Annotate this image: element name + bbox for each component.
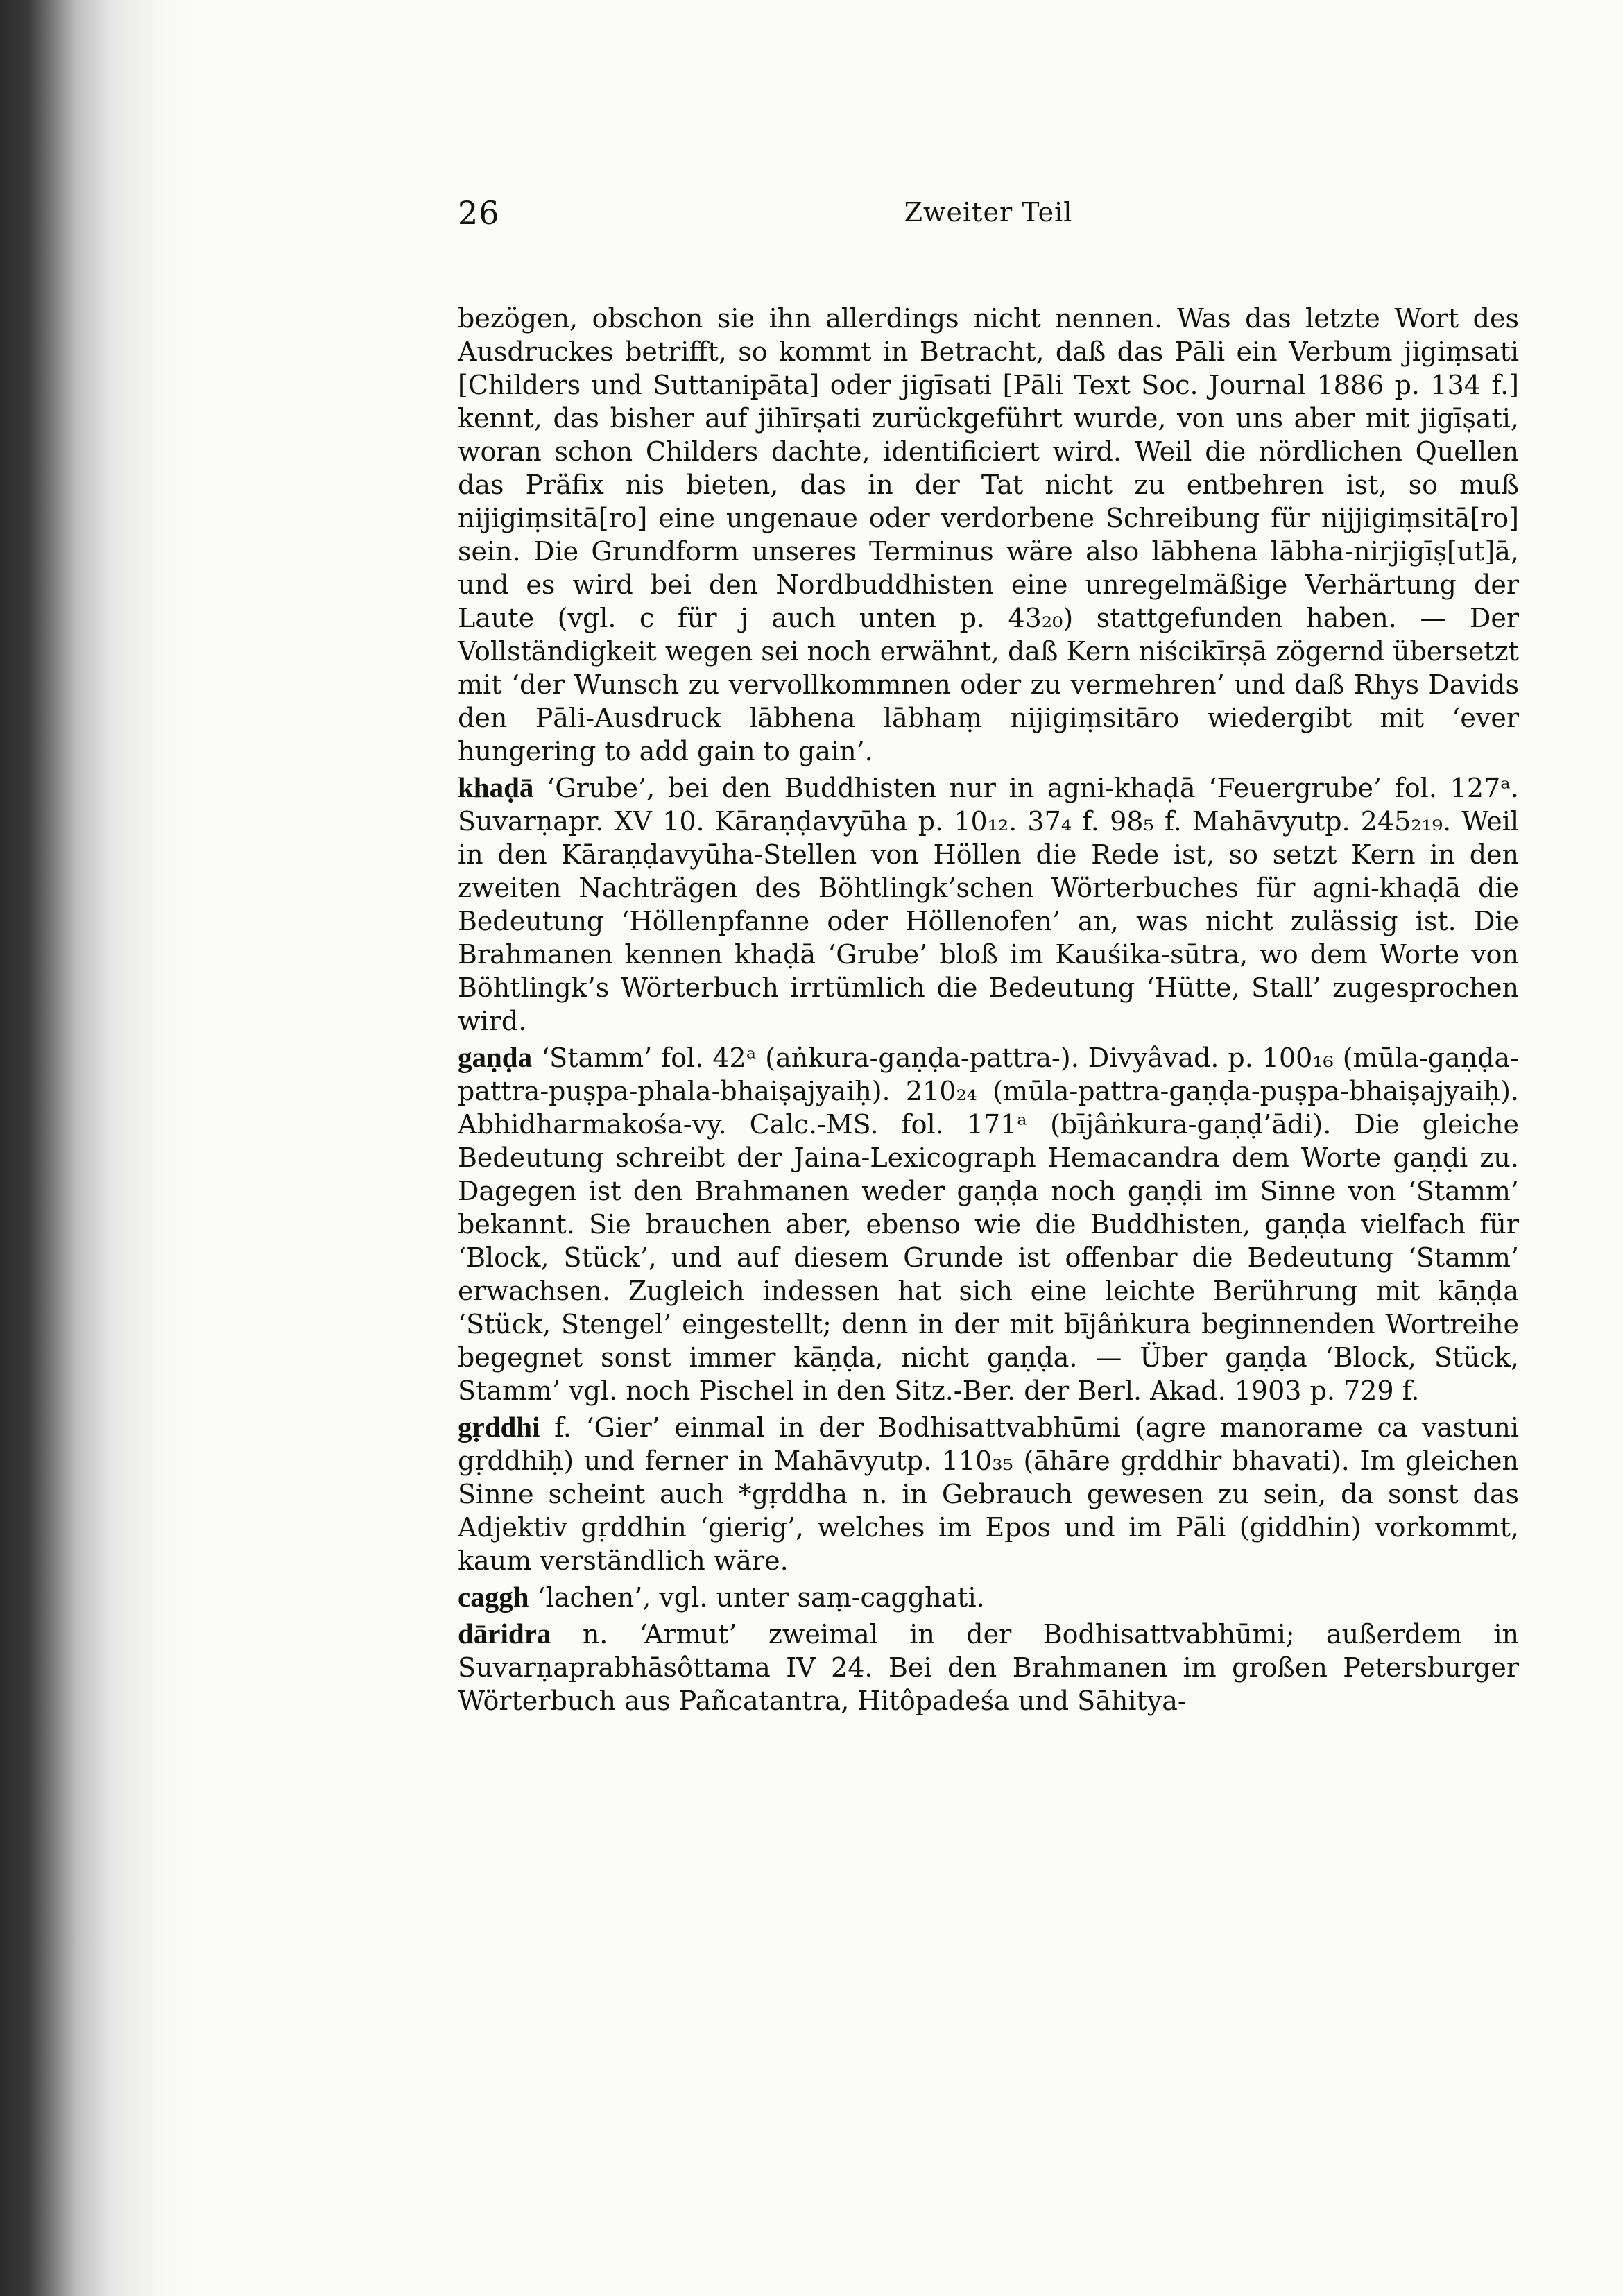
entry-headword: khaḍā	[458, 771, 534, 803]
body-text	[458, 302, 1519, 1717]
book-binding-shadow	[0, 0, 201, 2296]
page-number: 26	[458, 194, 500, 232]
entry-khada	[458, 771, 1519, 1038]
entry-text: ‘Grube’, bei den Buddhisten nur in agni-khaḍā ‘Feuergrube’ fol. 127ᵃ. Suvarṇapr. XV 10. Kāraṇḍavyūha p. 10₁₂. 37₄ f. 98₅ f. Mahāvyutp. 245₂₁₉. Weil in den Kāraṇḍavyūha-Stellen von Höllen die Rede ist, so setzt Kern in den zweiten Nachträgen des Böhtlingk’schen Wörterbuches für agni-khaḍā die Bedeutung ‘Höllenpfanne oder Höllenofen’ an, was nicht zulässig ist. Die Brahmanen kennen khaḍā ‘Grube’ bloß im Kauśika-sūtra, wo dem Worte von Böhtlingk’s Wörterbuch irrtümlich die Bedeutung ‘Hütte, Stall’ zugesprochen wird.	[458, 773, 1519, 1036]
entry-headword: gaṇḍa	[458, 1041, 533, 1073]
page	[458, 194, 1519, 1717]
entry-ganda	[458, 1040, 1519, 1407]
entry-headword: dāridra	[458, 1618, 551, 1650]
entry-headword: gṛddhi	[458, 1411, 540, 1443]
entry-text: f. ‘Gier’ einmal in der Bodhisattvabhūmi (agre manorame ca vastuni gṛddhiḥ) und ferner in Mahāvyutp. 110₃₅ (āhāre gṛddhir bhavati). Im gleichen Sinne scheint auch *gṛddha n. in Gebrauch gewesen zu sein, da sonst das Adjektiv gṛddhin ‘gierig’, welches im Epos und im Pāli (giddhin) vorkommt, kaum verständlich wäre.	[458, 1412, 1519, 1576]
page-header	[458, 194, 1519, 236]
paragraph-text: bezögen, obschon sie ihn allerdings nicht nennen. Was das letzte Wort des Ausdruckes betrifft, so kommt in Betracht, daß das Pāli ein Verbum jigiṃsati [Childers und Suttanipāta] oder jigīsati [Pāli Text Soc. Journal 1886 p. 134 f.] kennt, das bisher auf jihīrṣati zurückgeführt wurde, von uns aber mit jigīṣati, woran schon Childers dachte, identificiert wird. Weil die nördlichen Quellen das Präfix nis bieten, das in der Tat nicht zu entbehren ist, so muß nijigiṃsitā[ro] eine ungenaue oder verdorbene Schreibung für nijjigiṃsitā[ro] sein. Die Grundform unseres Terminus wäre also lābhena lābha-nirjigīṣ[ut]ā, und es wird bei den Nordbuddhisten eine unregelmäßige Verhärtung der Laute (vgl. c für j auch unten p. 43₂₀) stattgefunden haben. — Der Vollständigkeit wegen sei noch erwähnt, daß Kern niścikīrṣā zögernd übersetzt mit ‘der Wunsch zu vervollkommnen oder zu vermehren’ und daß Rhys Davids den Pāli-Ausdruck lābhena lābhaṃ nijigiṃsitāro wiedergibt mit ‘ever hungering to add gain to gain’.	[458, 303, 1519, 766]
entry-caggh	[458, 1580, 1519, 1614]
running-head: Zweiter Teil	[904, 197, 1073, 228]
paragraph-continuation	[458, 302, 1519, 768]
entry-headword: caggh	[458, 1581, 529, 1613]
entry-grddhi	[458, 1410, 1519, 1577]
entry-text: ‘Stamm’ fol. 42ᵃ (aṅkura-gaṇḍa-pattra-). Divyâvad. p. 100₁₆ (mūla-gaṇḍa-pattra-puṣpa-phala-bhaiṣajyaiḥ). 210₂₄ (mūla-pattra-gaṇḍa-puṣpa-bhaiṣajyaiḥ). Abhidharmakośa-vy. Calc.-MS. fol. 171ᵃ (bījâṅkura-gaṇḍ’ādi). Die gleiche Bedeutung schreibt der Jaina-Lexicograph Hemacandra dem Worte gaṇḍi zu. Dagegen ist den Brahmanen weder gaṇḍa noch gaṇḍi im Sinne von ‘Stamm’ bekannt. Sie brauchen aber, ebenso wie die Buddhisten, gaṇḍa vielfach für ‘Block, Stück’, und auf diesem Grunde ist offenbar die Bedeutung ‘Stamm’ erwachsen. Zugleich indessen hat sich eine leichte Berührung mit kāṇḍa ‘Stück, Stengel’ eingestellt; denn in der mit bījâṅkura beginnenden Wortreihe begegnet sonst immer kāṇḍa, nicht gaṇḍa. — Über gaṇḍa ‘Block, Stück, Stamm’ vgl. noch Pischel in den Sitz.-Ber. der Berl. Akad. 1903 p. 729 f.	[458, 1043, 1519, 1406]
entry-text: ‘lachen’, vgl. unter saṃ-cagghati.	[537, 1582, 985, 1613]
entry-text: n. ‘Armut’ zweimal in der Bodhisattvabhūmi; außerdem in Suvarṇaprabhāsôttama IV 24. Bei den Brahmanen im großen Petersburger Wörterbuch aus Pañcatantra, Hitôpadeśa und Sāhitya-	[458, 1619, 1519, 1716]
entry-daridra	[458, 1617, 1519, 1717]
